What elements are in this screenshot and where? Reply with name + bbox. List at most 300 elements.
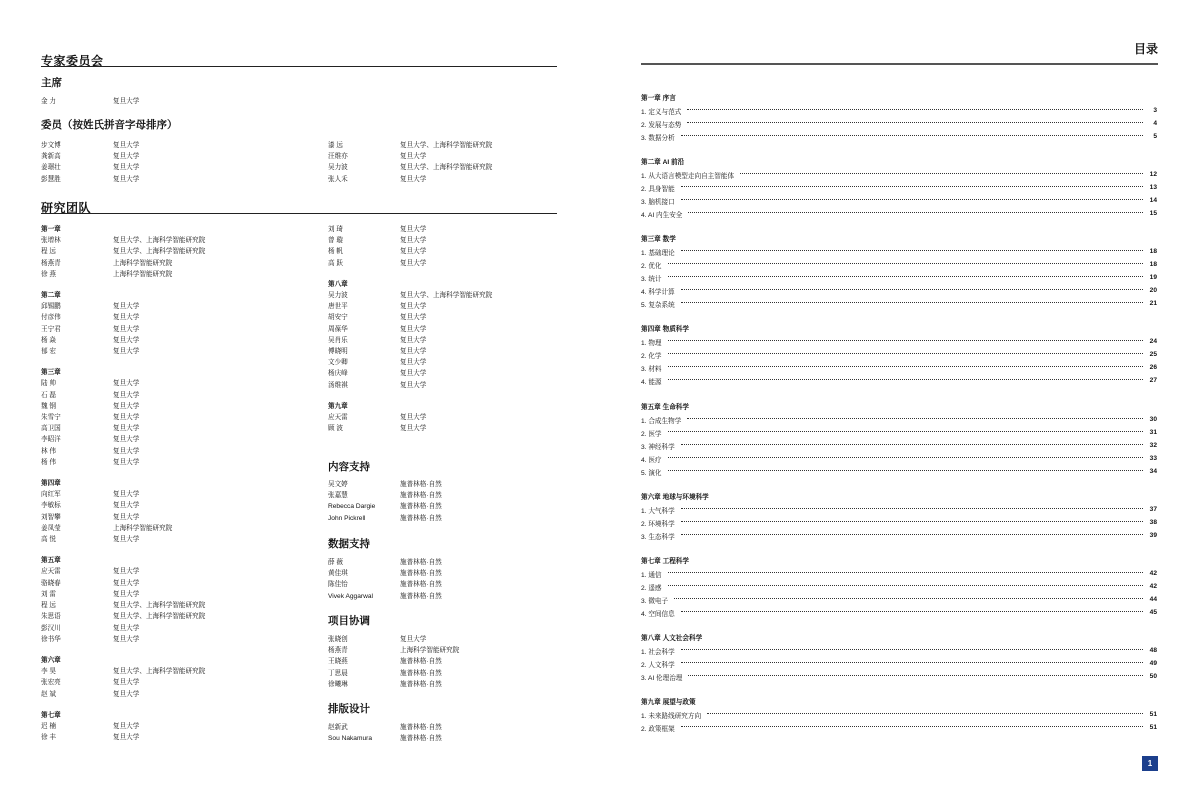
toc-entry[interactable] — [641, 452, 1157, 465]
person-affiliation: 复旦大学 — [113, 722, 140, 730]
person-row — [41, 269, 205, 280]
chapter-label-text: 第四章 — [41, 480, 61, 488]
toc-leader-dots — [681, 726, 1143, 727]
person-affiliation: 复旦大学、上海科学智能研究院 — [400, 164, 493, 172]
person-row — [41, 732, 205, 743]
chapter-label — [41, 710, 205, 721]
toc-page-number: 33 — [1149, 455, 1157, 462]
person-row — [41, 721, 205, 732]
toc-page-number: 44 — [1149, 596, 1157, 603]
toc-entry[interactable] — [641, 194, 1157, 207]
person-name: 魏 钢 — [41, 402, 57, 410]
toc-entry[interactable] — [641, 104, 1157, 117]
toc-entry[interactable] — [641, 606, 1157, 619]
person-affiliation: 复旦大学、上海科学智能研究院 — [400, 292, 493, 300]
toc-entry-title: 3. 神经科学 — [641, 443, 675, 451]
toc-entry[interactable] — [641, 117, 1157, 130]
person-name: 曾 璇 — [328, 237, 344, 245]
person-name: 吴力波 — [328, 164, 348, 172]
person-row — [328, 357, 492, 368]
coordination-list — [328, 634, 459, 690]
person-affiliation: 复旦大学 — [113, 502, 140, 510]
person-name: 陈佳怡 — [328, 581, 348, 589]
toc-entry[interactable] — [641, 465, 1157, 478]
person-row — [41, 566, 205, 577]
toc-chapter — [641, 156, 1157, 220]
toc-leader-dots — [681, 289, 1143, 290]
person-name: 黄佳琪 — [328, 570, 348, 578]
toc-leader-dots — [688, 212, 1143, 213]
person-affiliation: 复旦大学 — [113, 402, 140, 410]
toc-leader-dots — [668, 457, 1143, 458]
toc-rule — [641, 63, 1158, 65]
toc-entry-title: 3. 材料 — [641, 365, 662, 373]
person-row — [328, 312, 492, 323]
toc-entry[interactable] — [641, 413, 1157, 426]
toc-entry-title: 2. 化学 — [641, 352, 662, 360]
toc-page-number: 18 — [1149, 261, 1157, 268]
person-name: Sou Nakamura — [328, 735, 372, 743]
toc-page-number: 51 — [1149, 724, 1157, 731]
toc-leader-dots — [681, 199, 1143, 200]
toc-entry-title: 3. 微电子 — [641, 597, 669, 605]
chapter-label — [41, 478, 205, 489]
toc-entry[interactable] — [641, 130, 1157, 143]
person-affiliation: 复旦大学 — [400, 425, 427, 433]
person-name: 王晓燕 — [328, 658, 348, 666]
person-name: 杨 伟 — [41, 458, 57, 466]
toc-entry-title: 1. 物理 — [641, 339, 662, 347]
person-affiliation: 施普林格·自然 — [400, 680, 442, 688]
toc-entry[interactable] — [641, 567, 1157, 580]
person-affiliation: 复旦大学 — [400, 259, 427, 267]
person-row — [328, 246, 492, 257]
person-name: 文少卿 — [328, 359, 348, 367]
person-affiliation: 复旦大学 — [113, 568, 140, 576]
person-name: 徐 燕 — [41, 270, 57, 278]
person-row — [328, 290, 492, 301]
toc-entry[interactable] — [641, 721, 1157, 734]
person-affiliation: 复旦大学 — [400, 314, 427, 322]
toc-page-number: 50 — [1149, 673, 1157, 680]
chapter-label — [328, 279, 492, 290]
person-row — [41, 677, 205, 688]
person-affiliation: 复旦大学 — [113, 590, 140, 598]
toc-title: 目录 — [1133, 42, 1158, 56]
toc-leader-dots — [681, 662, 1143, 663]
person-affiliation: 施普林格·自然 — [400, 658, 442, 666]
chapter-label-text: 第二章 — [41, 292, 61, 300]
toc-leader-dots — [687, 418, 1143, 419]
person-row — [41, 335, 205, 346]
toc-page-number: 30 — [1149, 416, 1157, 423]
person-name: 石 磊 — [41, 391, 57, 399]
person-name: 步文博 — [41, 142, 61, 149]
toc-leader-dots — [687, 109, 1143, 110]
person-row — [41, 689, 205, 700]
person-affiliation: 复旦大学 — [113, 491, 140, 499]
toc-entry-title: 5. 复杂系统 — [641, 301, 675, 309]
toc-entry-title: 4. 科学计算 — [641, 288, 675, 296]
chapter-label-text: 第三章 — [41, 369, 61, 377]
toc-entry[interactable] — [641, 181, 1157, 194]
person-row — [41, 666, 205, 677]
person-row — [328, 490, 442, 501]
person-name: 胡安宁 — [328, 314, 348, 322]
person-row — [41, 96, 139, 107]
person-affiliation: 复旦大学 — [113, 153, 140, 161]
person-row — [328, 368, 492, 379]
person-name: 向红军 — [41, 491, 61, 499]
person-row — [41, 423, 205, 434]
toc-page-number: 18 — [1149, 248, 1157, 255]
person-affiliation: 施普林格·自然 — [400, 570, 442, 578]
person-name: 杨 帆 — [328, 248, 344, 256]
toc-entry-title: 2. 发展与态势 — [641, 121, 682, 129]
toc-entry[interactable] — [641, 503, 1157, 516]
toc-leader-dots — [681, 444, 1143, 445]
toc-entry[interactable] — [641, 657, 1157, 670]
toc-entry-title: 5. 演化 — [641, 469, 662, 477]
toc-entry[interactable] — [641, 670, 1157, 683]
person-name: 彭慧胜 — [41, 175, 61, 183]
toc-leader-dots — [668, 585, 1143, 586]
person-name: 刘 雷 — [41, 590, 57, 598]
person-affiliation: 复旦大学 — [113, 164, 140, 172]
person-row — [41, 446, 205, 457]
toc-page-number: 45 — [1149, 609, 1157, 616]
toc-entry-title: 1. 未来路线研究方向 — [641, 712, 702, 720]
toc-entry[interactable] — [641, 516, 1157, 529]
person-row — [41, 600, 205, 611]
person-row — [41, 489, 205, 500]
person-name: 林 伟 — [41, 447, 57, 455]
person-name: 迟 楠 — [41, 722, 57, 730]
members-heading: 委员（按姓氏拼音字母排序） — [41, 119, 178, 131]
toc-entry-title: 2. 环境科学 — [641, 520, 675, 528]
toc-entry[interactable] — [641, 439, 1157, 452]
person-row — [41, 162, 139, 173]
person-name: 张人禾 — [328, 175, 348, 183]
person-affiliation: 复旦大学 — [113, 142, 140, 149]
person-affiliation: 复旦大学 — [113, 635, 140, 643]
chapter-label-text: 第七章 — [41, 711, 61, 719]
person-name: 张晓创 — [328, 636, 348, 643]
toc-entry[interactable] — [641, 297, 1157, 310]
person-row — [328, 423, 492, 434]
toc-entry[interactable] — [641, 245, 1157, 258]
person-row — [328, 557, 442, 568]
toc-chapter-title: 第二章 AI 前沿 — [641, 159, 685, 166]
team-rule — [41, 213, 557, 214]
person-name: 傅晓明 — [328, 348, 348, 356]
design-list — [328, 722, 442, 744]
toc-chapter — [641, 696, 1157, 734]
person-affiliation: 复旦大学 — [113, 624, 140, 632]
toc-entry-title: 2. 遥感 — [641, 584, 662, 592]
toc-entry[interactable] — [641, 168, 1157, 181]
person-affiliation: 复旦大学 — [113, 436, 140, 444]
person-name: 汤维祺 — [328, 381, 348, 389]
person-affiliation: 复旦大学 — [113, 391, 140, 399]
person-row — [41, 235, 205, 246]
person-name: 吴文婷 — [328, 481, 348, 488]
person-name: 漆 远 — [328, 142, 344, 149]
toc-entry[interactable] — [641, 207, 1157, 220]
person-affiliation: 复旦大学 — [400, 414, 427, 422]
person-affiliation: 复旦大学 — [113, 447, 140, 455]
toc-entry[interactable] — [641, 284, 1157, 297]
toc-entry[interactable] — [641, 593, 1157, 606]
person-row — [41, 174, 139, 185]
chapter-label-text: 第五章 — [41, 557, 61, 565]
person-affiliation: 复旦大学 — [113, 734, 140, 742]
person-affiliation: 施普林格·自然 — [400, 481, 442, 488]
person-affiliation: 复旦大学、上海科学智能研究院 — [113, 237, 206, 245]
person-row — [328, 412, 492, 423]
person-affiliation: 施普林格·自然 — [400, 581, 442, 589]
toc-entry-title: 1. 基础理论 — [641, 249, 675, 257]
person-row — [41, 589, 205, 600]
person-name: 程 远 — [41, 248, 57, 256]
team-list-col1 — [41, 224, 205, 743]
person-affiliation: 复旦大学 — [400, 248, 427, 256]
members-list-col1 — [41, 140, 139, 185]
chapter-label — [41, 655, 205, 666]
toc-entry-title: 3. 统计 — [641, 275, 662, 283]
person-affiliation: 复旦大学、上海科学智能研究院 — [113, 668, 206, 676]
person-name: 邱锡鹏 — [41, 303, 61, 311]
person-row — [328, 645, 459, 656]
person-affiliation: 复旦大学 — [113, 579, 140, 587]
toc-page-number: 34 — [1149, 468, 1157, 475]
chair-list — [41, 96, 139, 107]
toc-entry-title: 2. 政策框架 — [641, 725, 675, 733]
chapter-label-text: 第六章 — [41, 656, 61, 664]
toc-leader-dots — [668, 366, 1143, 367]
person-row — [328, 722, 442, 733]
person-affiliation: 复旦大学 — [113, 98, 140, 105]
person-name: 周葆华 — [328, 325, 348, 333]
toc-chapter — [641, 555, 1157, 619]
person-name: 张宏亮 — [41, 679, 61, 687]
person-name: 付彦伟 — [41, 314, 61, 322]
toc-page-number: 42 — [1149, 583, 1157, 590]
toc-entry[interactable] — [641, 426, 1157, 439]
toc-entry[interactable] — [641, 374, 1157, 387]
toc-leader-dots — [668, 340, 1143, 341]
person-row — [328, 513, 442, 524]
toc-page — [600, 0, 1200, 797]
person-row — [41, 140, 139, 151]
toc-entry[interactable] — [641, 580, 1157, 593]
person-name: 张增林 — [41, 237, 61, 245]
person-affiliation: 施普林格·自然 — [400, 559, 442, 566]
toc-chapter-title: 第九章 展望与政策 — [641, 699, 696, 706]
toc-leader-dots — [681, 534, 1143, 535]
toc-page-number: 20 — [1149, 287, 1157, 294]
person-name: 龚新高 — [41, 153, 61, 161]
toc-leader-dots — [668, 263, 1143, 264]
toc-chapter — [641, 632, 1157, 683]
person-affiliation: 上海科学智能研究院 — [113, 259, 173, 267]
toc-page-number: 14 — [1149, 197, 1157, 204]
person-affiliation: 施普林格·自然 — [400, 592, 442, 600]
person-affiliation: 复旦大学 — [400, 381, 427, 389]
toc-leader-dots — [681, 186, 1143, 187]
person-name: 姜璟壮 — [41, 164, 61, 172]
person-row — [41, 378, 205, 389]
person-affiliation: 复旦大学 — [113, 414, 140, 422]
person-name: 徐书华 — [41, 635, 61, 643]
toc-page-number: 39 — [1149, 532, 1157, 539]
person-name: 徐 丰 — [41, 734, 57, 742]
toc-entry-title: 1. 通信 — [641, 571, 662, 579]
team-list-col2 — [328, 224, 492, 434]
toc-leader-dots — [668, 353, 1143, 354]
toc-chapter — [641, 323, 1157, 387]
person-name: 金 力 — [41, 98, 57, 105]
person-row — [328, 668, 459, 679]
person-affiliation: 复旦大学 — [400, 359, 427, 367]
toc-entry[interactable] — [641, 348, 1157, 361]
person-affiliation: 复旦大学 — [400, 237, 427, 245]
toc-entry[interactable] — [641, 271, 1157, 284]
person-name: 李 昊 — [41, 668, 57, 676]
person-row — [41, 534, 205, 545]
person-affiliation: 上海科学智能研究院 — [400, 647, 460, 655]
person-row — [328, 380, 492, 391]
person-name: 王宁君 — [41, 325, 61, 333]
person-name: 彭汉川 — [41, 624, 61, 632]
toc-page-number: 51 — [1149, 711, 1157, 718]
person-row — [41, 578, 205, 589]
toc-page-number: 19 — [1149, 274, 1157, 281]
person-row — [328, 174, 492, 185]
toc-leader-dots — [681, 521, 1143, 522]
chapter-label-text: 第八章 — [328, 280, 348, 288]
person-affiliation: 复旦大学 — [113, 458, 140, 466]
person-affiliation: 复旦大学、上海科学智能研究院 — [400, 142, 493, 149]
person-row — [328, 733, 442, 744]
person-row — [328, 568, 442, 579]
toc-entry-title: 3. 数据分析 — [641, 134, 675, 142]
person-row — [328, 301, 492, 312]
person-row — [328, 579, 442, 590]
toc-page-number: 3 — [1153, 107, 1157, 114]
person-name: 郁 宏 — [41, 348, 57, 356]
person-name: 朱雪宁 — [41, 414, 61, 422]
person-affiliation: 施普林格·自然 — [400, 669, 442, 677]
person-name: 高 悦 — [41, 536, 57, 544]
person-name: 杨 焱 — [41, 336, 57, 344]
toc-chapter-title: 第六章 地球与环境科学 — [641, 494, 709, 501]
person-row — [328, 634, 459, 645]
toc-page-number: 24 — [1149, 338, 1157, 345]
person-row — [328, 335, 492, 346]
data-support-list — [328, 557, 442, 602]
person-row — [328, 501, 442, 512]
person-name: 汪维亦 — [328, 153, 348, 161]
toc-leader-dots — [707, 713, 1143, 714]
toc-entry[interactable] — [641, 335, 1157, 348]
coordination-heading: 项目协调 — [328, 615, 370, 627]
toc-entry[interactable] — [641, 529, 1157, 542]
person-row — [328, 479, 442, 490]
toc-leader-dots — [668, 379, 1143, 380]
toc-page-number: 15 — [1149, 210, 1157, 217]
person-name: 张嘉慧 — [328, 492, 348, 500]
person-row — [41, 346, 205, 357]
toc-chapter-title: 第八章 人文社会科学 — [641, 635, 703, 642]
person-row — [41, 412, 205, 423]
person-affiliation: 复旦大学、上海科学智能研究院 — [113, 613, 206, 621]
chapter-label-text: 第九章 — [328, 402, 348, 410]
person-row — [41, 623, 205, 634]
person-row — [41, 611, 205, 622]
person-row — [41, 312, 205, 323]
person-row — [328, 258, 492, 269]
toc-page-number: 25 — [1149, 351, 1157, 358]
person-affiliation: 复旦大学 — [113, 175, 140, 183]
toc-chapter — [641, 401, 1157, 478]
toc-entry[interactable] — [641, 644, 1157, 657]
toc-leader-dots — [687, 122, 1143, 123]
person-row — [328, 235, 492, 246]
person-name: 骆晓春 — [41, 579, 61, 587]
person-name: 刘 琦 — [328, 226, 344, 233]
toc-chapter-title: 第五章 生命科学 — [641, 404, 689, 411]
chapter-label — [41, 224, 205, 235]
person-name: 杨燕青 — [41, 259, 61, 267]
person-name: 吴力波 — [328, 292, 348, 300]
person-name: Rebecca Dargie — [328, 503, 376, 511]
chair-heading: 主席 — [41, 77, 62, 89]
toc-page-number: 26 — [1149, 364, 1157, 371]
person-affiliation: 复旦大学 — [400, 153, 427, 161]
person-name: 顾 波 — [328, 425, 344, 433]
person-row — [41, 523, 205, 534]
person-affiliation: 复旦大学 — [113, 679, 140, 687]
toc-chapter — [641, 233, 1157, 310]
person-name: 刘智攀 — [41, 513, 61, 521]
person-row — [41, 457, 205, 468]
person-name: 高 跃 — [328, 259, 344, 267]
person-name: 徐曦琳 — [328, 680, 348, 688]
person-row — [41, 246, 205, 257]
person-row — [41, 258, 205, 269]
person-affiliation: 复旦大学 — [400, 636, 427, 643]
toc-page-number: 38 — [1149, 519, 1157, 526]
toc-entry-title: 2. 人文科学 — [641, 661, 675, 669]
person-row — [328, 591, 442, 602]
person-affiliation: 复旦大学 — [113, 348, 140, 356]
person-affiliation: 复旦大学、上海科学智能研究院 — [113, 248, 206, 256]
person-row — [41, 634, 205, 645]
toc-leader-dots — [668, 470, 1143, 471]
toc-entry[interactable] — [641, 708, 1157, 721]
toc-entry[interactable] — [641, 361, 1157, 374]
toc-entry[interactable] — [641, 258, 1157, 271]
person-name: 朱思语 — [41, 613, 61, 621]
person-row — [41, 151, 139, 162]
person-affiliation: 复旦大学、上海科学智能研究院 — [113, 602, 206, 610]
person-affiliation: 施普林格·自然 — [400, 503, 442, 511]
toc-entry-title: 1. 大气科学 — [641, 507, 675, 515]
toc-page-number: 49 — [1149, 660, 1157, 667]
person-name: 薛 薇 — [328, 559, 344, 566]
toc-entry-title: 1. 从大语言模型走向自主智能体 — [641, 172, 735, 180]
